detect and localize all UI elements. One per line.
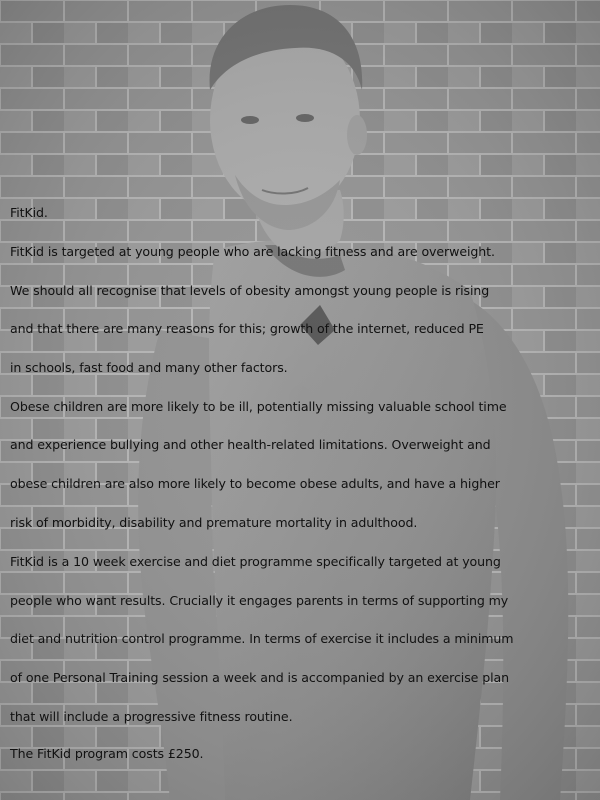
text-line: We should all recognise that levels of obesity amongst young people is rising [10,283,490,298]
text-line: risk of morbidity, disability and premature mortality in adulthood. [10,515,418,530]
text-line: FitKid is a 10 week exercise and diet programme specifically targeted at young [10,554,501,569]
text-line: diet and nutrition control programme. In terms of exercise it includes a minimum [10,631,514,646]
text-line: and experience bullying and other health-related limitations. Overweight and [10,437,491,452]
text-line: obese children are also more likely to become obese adults, and have a higher [10,476,500,491]
text-line: FitKid is targeted at young people who are lacking fitness and are overweight. [10,244,495,259]
text-line-title: FitKid. [10,205,48,220]
text-line: in schools, fast food and many other factors. [10,360,288,375]
text-line: that will include a progressive fitness routine. [10,709,293,724]
text-line: people who want results. Crucially it engages parents in terms of supporting my [10,593,509,608]
text-line: Obese children are more likely to be ill, potentially missing valuable school time [10,399,507,414]
text-line-price: The FitKid program costs £250. [10,746,204,761]
text-line: and that there are many reasons for this; growth of the internet, reduced PE [10,321,484,336]
text-line: of one Personal Training session a week and is accompanied by an exercise plan [10,670,510,685]
